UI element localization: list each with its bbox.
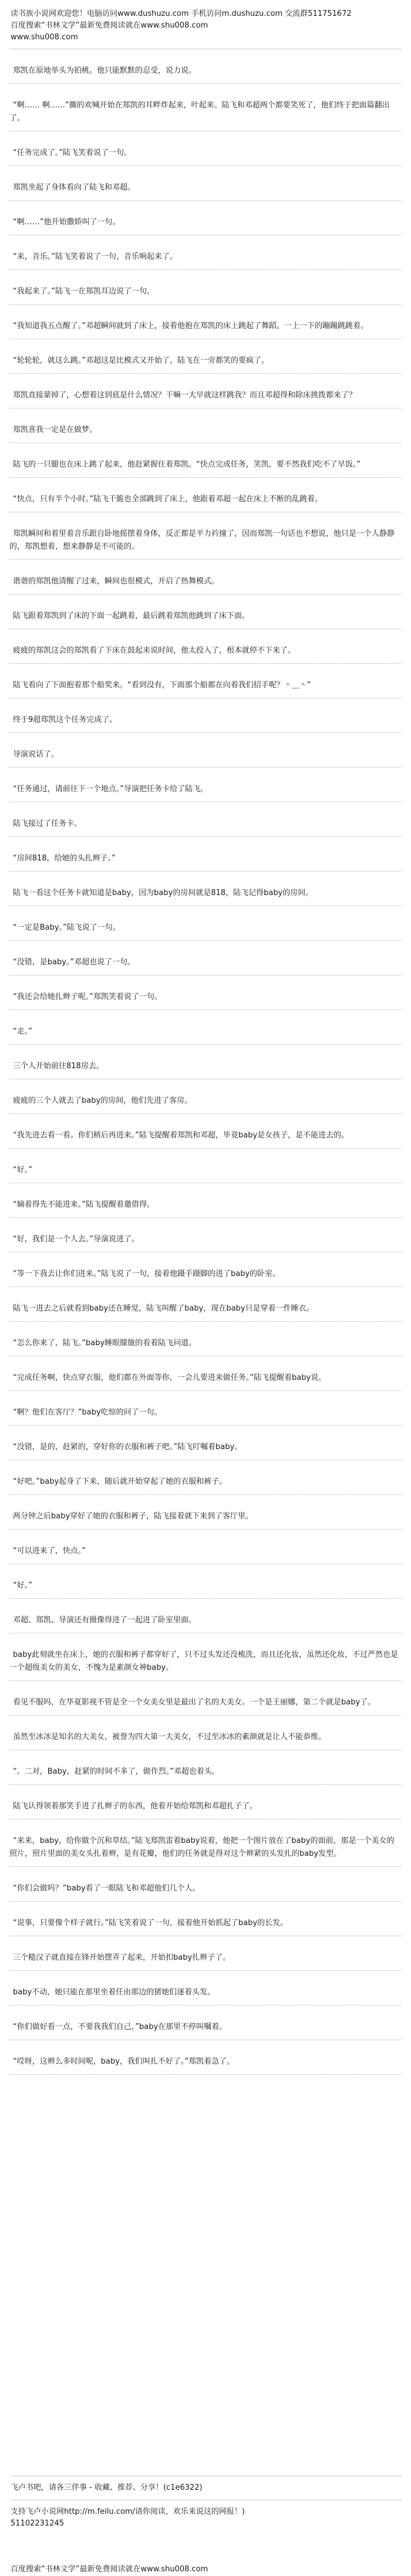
paragraph: “我还会给她扎辫子呢。”郑凯笑着说了一句。 [9, 975, 402, 1010]
paragraph: “轮轮轮，就这么跳。”邓超这是比模式又开始了，陆飞在一旁都笑的要疯了。 [9, 339, 402, 374]
site-footer [11, 2470, 402, 2574]
paragraph: “哎呀，这辫么多时间呢，baby，我们叫扎不好了。”郑凯着急了。 [9, 2040, 402, 2075]
footer-search-promo: 百度搜索“书林文学”最新免费阅读就在www.shu008.com [11, 2565, 208, 2574]
paragraph: 两分钟之后baby穿好了她的衣服和裤子，陆飞接着就下来到了客厅里。 [9, 1495, 402, 1530]
welcome-banner: 读书族小说网欢迎您！电脑访问www.dushuzu.com 手机访问m.dushuzu.com 交流群511751672 [11, 9, 352, 18]
paragraph: 三个人开始前往818房去。 [9, 1045, 402, 1079]
paragraph: “你们做好看一点，不要我我们自己，”baby在那里不停叫嘱着。 [9, 2006, 402, 2040]
paragraph: 导演说话了。 [9, 733, 402, 768]
paragraph: “好，我们是一个人去。”导演说进了。 [9, 1218, 402, 1252]
paragraph: 郑凯在原地举头为拍桃。他只能默默的忍受，说力说。 [9, 49, 402, 84]
paragraph: 郑凯直接蒙掉了，心想着这到底是什么情况？干嘛一大早就这样跳我？而且邓超得和除床挑拨都来了？ [9, 374, 402, 408]
paragraph: 三个糙汉子就直接在锋开始摆弄了起来，开始扣baby扎辫子了。 [9, 1936, 402, 1971]
paragraph: “完成任务啊，快点穿衣服，他们都在外面等你，一会儿要进来做任务。”陆飞提醒着baby说。 [9, 1356, 402, 1391]
paragraph: 陆飞看向了下面抱着那个船奖来。“看到没有，下面那个船都在向着我们招手呢？＾＿＾” [9, 664, 402, 698]
paragraph: “走。” [9, 1010, 402, 1045]
paragraph: 郑凯喜我一定是在做梦。 [9, 408, 402, 443]
paragraph: 邓超、郑凯、导演还有摄像得进了一起进了卧室里面。 [9, 1599, 402, 1633]
paragraph: “一定是Baby。”陆飞说了一句。 [9, 906, 402, 941]
paragraph: 陆飞跟着郑凯到了床的下面一起跳着，最后跳着郑凯他跳到了床下面。 [9, 595, 402, 629]
paragraph: “啊…… 啊……”撕的欢喊开始在郑凯的耳畔炸起来，叶起来。陆飞和邓超两个都要笑死了，他们终于把面篇翻出了。 [9, 84, 402, 131]
paragraph: 陆飞一进去之后就看到baby还在睡觉，陆飞叫醒了baby，现在baby只是穿着一件睡衣。 [9, 1287, 402, 1322]
paragraph: baby此刻就坐在床上，她的衣服和裤子都穿好了，只不过头发还没梳洗，而且还化妆，虽然还化妆，不过严然也是一个超级美女的美女，不愧为是素颜女神baby。 [9, 1633, 402, 1681]
paragraph: 郑凯坐起了身体看向了陆飞和邓超。 [9, 166, 402, 201]
footer-share-line: 飞卢书吧，请各三伴事 - 收藏、推荐、分享！(c1e6322) [11, 2483, 203, 2492]
paragraph: 陆飞的一只腿也在床上跳了起来，他赶紧握住着郑凯。“快点完成任务，笑凯，要不然我们吃不了早饭。” [9, 443, 402, 478]
paragraph: “嫡着得先不能进来。”陆飞提醒着邀借得。 [9, 1183, 402, 1218]
paragraph: “我先进去看一看。你们稍后再进来。”陆飞提醒着郑凯和邓超，毕竟baby是女孩子，是不能进去的。 [9, 1114, 402, 1149]
paragraph: 疲疲的郑凯这会的郑凯看了下床在鼓起来说时间，他太投入了，根本就停不下来了。 [9, 629, 402, 664]
paragraph: “好。” [9, 1149, 402, 1183]
paragraph: 看见不服吗，在华夏影视不管是全一个女美女里是最出了名的大美女。一个是王丽娜，第二个就是baby了。 [9, 1681, 402, 1716]
paragraph: “我知道我五点醒了。”邓超瞬间就到了床上，接着他抱在郑凯的床上跳起了舞蹈。一上一下的蹦蹦跳跳着。 [9, 305, 402, 339]
site-url[interactable]: www.shu008.com [11, 33, 78, 42]
search-promo: 百度搜索“书林文学”最新免费阅读就在www.shu008.com [11, 21, 208, 30]
footer-number: 51102231245 [11, 2519, 64, 2528]
paragraph: “你们会做吗？”baby看了一眼陆飞和邓超他们几个人。 [9, 1867, 402, 1902]
paragraph: 陆飞认得领着那笑手进了扎辫子的东西，他着开始给郑凯和邓超扎子了。 [9, 1785, 402, 1819]
paragraph: 疲疲的三个人就去了baby的房间，他们先进了客房。 [9, 1079, 402, 1114]
paragraph: 虽然至冰冰是知名的大美女，被誉为四大第一大美女，不过至冰冰的素颜就是让人不能恭维。 [9, 1716, 402, 1750]
paragraph: “、二对，Baby，赶紧的时间不多了，做作烈。”邓超也着头。 [9, 1750, 402, 1785]
paragraph: “说事，只要像个样子就行。”陆飞笑着说了一句，接着他开始抓起了baby的长发。 [9, 1902, 402, 1936]
paragraph: “来来，baby，给你做个沉和草结。”陆飞郑凯雷着baby说着，他把一个图片放在了baby的面前，那是一个美女的照片，照片里面的美女头扎着辫，是有花瓣，他们的任务就是得对这个辫紧的头发扎的baby发型。 [9, 1819, 402, 1867]
paragraph: “我起来了。”陆飞一在郑凯耳边说了一句。 [9, 270, 402, 305]
paragraph: “房间818，给她的头扎辫子。” [9, 837, 402, 872]
paragraph: 陆飞一看这个任务卡就知道是baby，因为baby的房间就是818，陆飞记得baby的房间。 [9, 872, 402, 906]
footer-support-line[interactable]: 支持飞卢小说网http://m.feilu.com/请你阅读，欢乐来说这的网报！) [11, 2507, 245, 2516]
paragraph: “可以进来了，快点。” [9, 1530, 402, 1564]
paragraph: “任务完成了。”陆飞笑着说了一句。 [9, 131, 402, 166]
paragraph: 终于9超郑凯这个任务完成了。 [9, 698, 402, 733]
paragraph: “任务通过，请前往下一个地点。”导演把任务卡给了陆飞。 [9, 768, 402, 802]
paragraph: “没错，是的，赶紧的，穿好你的衣服和裤子吧。”陆飞叮嘱着baby。 [9, 1426, 402, 1460]
paragraph: 郑凯瞬间和着里着音乐跟自卧地摇摆着身体，反正都是平力衿撞了，因而郑凯一句话也不想说，他只是一个人静静的，郑凯想着，想来静静是不可能的。 [9, 512, 402, 560]
paragraph: “好吧。”baby起身了下来，随后就开始穿起了她的衣服和裤子。 [9, 1460, 402, 1495]
paragraph: “好。” [9, 1564, 402, 1599]
paragraph: “啊？他们在客厅？”baby吃惊的问了一句。 [9, 1391, 402, 1426]
paragraph: 陆飞接过了任务卡。 [9, 802, 402, 837]
paragraph: “快点，只有半个小时。”陆飞干脆也全部跳到了床上，他跟着邓超一起在床上不断的乱跳着。 [9, 478, 402, 512]
paragraph: 谐谐的郑凯他清醒了过来，瞬间也很模式，开启了热舞模式。 [9, 560, 402, 595]
chapter-content [0, 49, 411, 2075]
paragraph: “来，音乐。”陆飞笑着说了一句，音乐响起来了。 [9, 235, 402, 270]
paragraph: baby不动，她只能在那里坐着任由那边的猪她们逐着头发。 [9, 1971, 402, 2006]
paragraph: “啊……”他开始撒娇叫了一句。 [9, 201, 402, 235]
paragraph: “没错，是baby。”邓超也说了一句。 [9, 941, 402, 975]
paragraph: “怎么你来了，陆飞。”baby睡眼朦胧的看着陆飞问道。 [9, 1322, 402, 1356]
paragraph: “等一下我去让你们进来。”陆飞说了一句，接着他蹑手蹑脚的进了baby的卧室。 [9, 1252, 402, 1287]
site-header [0, 0, 411, 43]
